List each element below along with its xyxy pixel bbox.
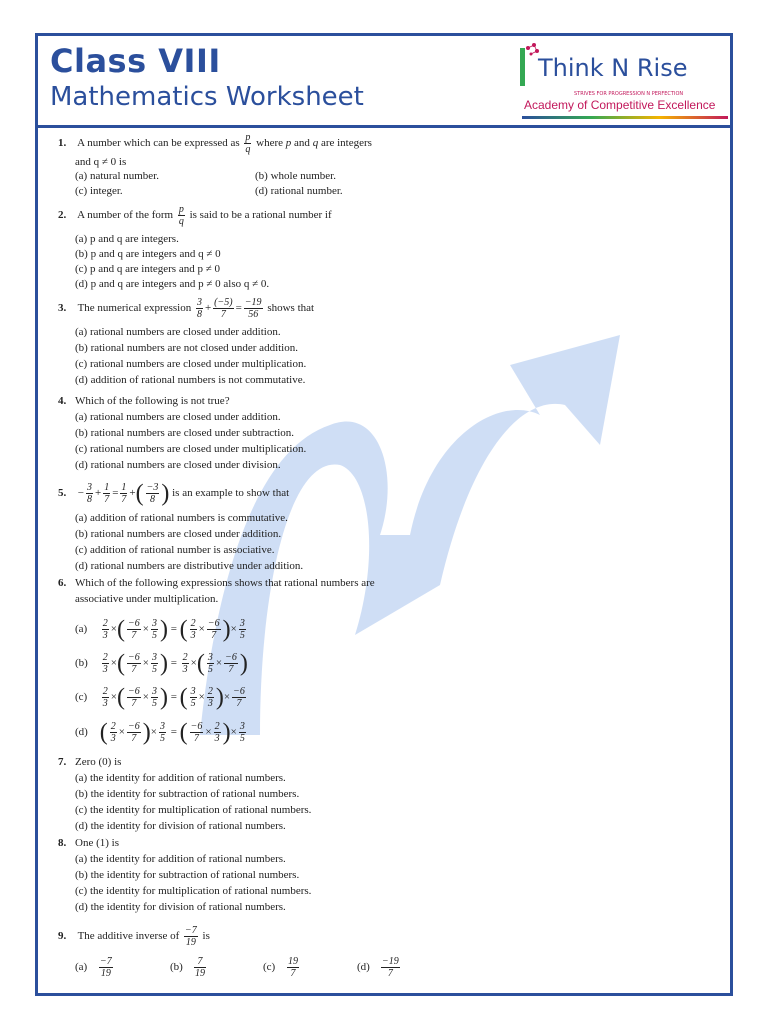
logo-mark-icon bbox=[518, 42, 540, 88]
logo-name: Think N Rise bbox=[538, 54, 688, 82]
question-1: 1. A number which can be expressed as $\frac{p}{q}$ where p and q are integers bbox=[58, 132, 372, 155]
q9-option-d: (d) $\frac{-19}{7}$ bbox=[357, 956, 399, 979]
logo-underline bbox=[522, 116, 728, 119]
page-subtitle: Mathematics Worksheet bbox=[50, 82, 364, 112]
q5-option-b: (b) rational numbers are closed under addition. bbox=[75, 528, 282, 540]
q8-option-b: (b) the identity for subtraction of rational numbers. bbox=[75, 869, 300, 881]
fraction: $\frac{p}{q}$ bbox=[245, 132, 251, 155]
q9-option-a: (a) $\frac{-7}{19}$ bbox=[75, 956, 112, 979]
question-5: 5. − $\frac{3}{8}$ + $\frac{1}{7}$ = $\frac{1}{7}$ +( $\frac{-3}{8}$ ) is an example to show that bbox=[58, 480, 290, 507]
q4-option-a: (a) rational numbers are closed under addition. bbox=[75, 411, 281, 423]
question-6-line2: associative under multiplication. bbox=[75, 593, 219, 605]
q4-option-d: (d) rational numbers are closed under division. bbox=[75, 459, 281, 471]
q6-option-a: (a) $\frac{2}{3}$ ×( $\frac{-6}{7}$ × $\frac{3}{5}$ ) = ( $\frac{2}{3}$ × $\frac{-6}{7}$ )× $\frac{3}{5}$ bbox=[75, 616, 245, 643]
q2-option-b: (b) p and q are integers and q ≠ 0 bbox=[75, 248, 221, 260]
logo-tagline: STRIVES FOR PROGRESSION N PERFECTION bbox=[574, 91, 684, 97]
q9-option-b: (b) $\frac{7}{19}$ bbox=[170, 956, 205, 979]
q8-option-c: (c) the identity for multiplication of rational numbers. bbox=[75, 885, 312, 897]
page-title: Class VIII bbox=[50, 42, 221, 80]
q2-option-c: (c) p and q are integers and p ≠ 0 bbox=[75, 263, 221, 275]
q7-option-a: (a) the identity for addition of rational numbers. bbox=[75, 772, 286, 784]
q3-option-a: (a) rational numbers are closed under addition. bbox=[75, 326, 281, 338]
question-3: 3. The numerical expression $\frac{3}{8}$ + $\frac{(-5)}{7}$ = $\frac{-19}{56}$ shows that bbox=[58, 297, 315, 320]
q2-option-d: (d) p and q are integers and p ≠ 0 also q ≠ 0. bbox=[75, 278, 270, 290]
q5-option-d: (d) rational numbers are distributive under addition. bbox=[75, 560, 304, 572]
q1-option-a: (a) natural number. bbox=[75, 170, 159, 182]
question-6: 6. Which of the following expressions shows that rational numbers are bbox=[58, 577, 375, 589]
q6-option-c: (c) $\frac{2}{3}$ ×( $\frac{-6}{7}$ × $\frac{3}{5}$ ) = ( $\frac{3}{5}$ × $\frac{2}{3}$ )× $\frac{-6}{7}$ bbox=[75, 684, 245, 711]
logo-subtitle: Academy of Competitive Excellence bbox=[524, 98, 716, 112]
q5-option-c: (c) addition of rational number is associative. bbox=[75, 544, 275, 556]
q8-option-a: (a) the identity for addition of rational numbers. bbox=[75, 853, 286, 865]
q1-option-b: (b) whole number. bbox=[255, 170, 336, 182]
q1-option-c: (c) integer. bbox=[75, 185, 123, 197]
question-1-line2: and q ≠ 0 is bbox=[75, 156, 127, 168]
question-9: 9. The additive inverse of $\frac{-7}{19}$ is bbox=[58, 925, 210, 948]
q7-option-d: (d) the identity for division of rational numbers. bbox=[75, 820, 286, 832]
q2-option-a: (a) p and q are integers. bbox=[75, 233, 179, 245]
q6-option-b: (b) $\frac{2}{3}$ ×( $\frac{-6}{7}$ × $\frac{3}{5}$ ) = $\frac{2}{3}$ ×( $\frac{3}{5}$ × $\frac{-6}{7}$ ) bbox=[75, 650, 248, 677]
q3-option-c: (c) rational numbers are closed under multiplication. bbox=[75, 358, 307, 370]
question-7: 7. Zero (0) is bbox=[58, 756, 122, 768]
question-8: 8. One (1) is bbox=[58, 837, 119, 849]
q7-option-c: (c) the identity for multiplication of rational numbers. bbox=[75, 804, 312, 816]
question-4: 4. Which of the following is not true? bbox=[58, 395, 230, 407]
question-2: 2. A number of the form $\frac{p}{q}$ is said to be a rational number if bbox=[58, 204, 332, 227]
q1-option-d: (d) rational number. bbox=[255, 185, 343, 197]
q6-option-d: (d) ( $\frac{2}{3}$ × $\frac{-6}{7}$ )× $\frac{3}{5}$ = ( $\frac{-6}{7}$ × $\frac{2}{3}$ )× $\frac{3}{5}$ bbox=[75, 719, 245, 746]
fraction: $\frac{p}{q}$ bbox=[178, 204, 184, 227]
q9-option-c: (c) $\frac{19}{7}$ bbox=[263, 956, 298, 979]
q4-option-c: (c) rational numbers are closed under multiplication. bbox=[75, 443, 307, 455]
q3-option-d: (d) addition of rational numbers is not commutative. bbox=[75, 374, 306, 386]
q8-option-d: (d) the identity for division of rational numbers. bbox=[75, 901, 286, 913]
logo bbox=[518, 40, 730, 120]
q5-option-a: (a) addition of rational numbers is commutative. bbox=[75, 512, 288, 524]
header-divider bbox=[35, 125, 733, 128]
q7-option-b: (b) the identity for subtraction of rational numbers. bbox=[75, 788, 300, 800]
q3-option-b: (b) rational numbers are not closed under addition. bbox=[75, 342, 298, 354]
q4-option-b: (b) rational numbers are closed under subtraction. bbox=[75, 427, 295, 439]
